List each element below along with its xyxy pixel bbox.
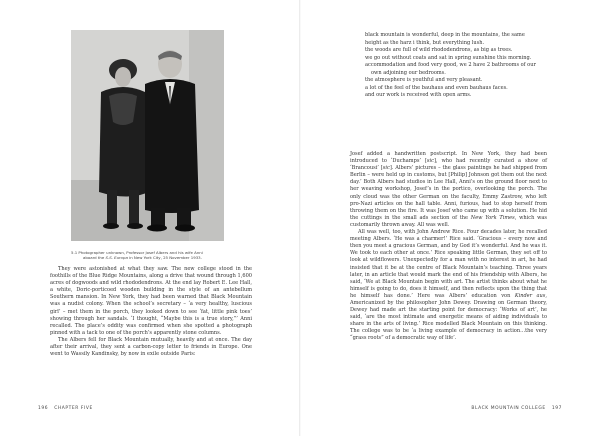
text-run: ]. Albers’ pictures – the glass paintings he had shipped from Berlin – were held up in customs, but [Philip] Johnson got them out the next day.’ Both Albers had studios in Lee Hall, Anni’s on the ground floor next to her weaving workshop, Josef’s in the portico, overlooking the porch. The only cloud was the other German on the faculty, Emmy Zastrow, who left pro-Nazi articles on the hall table. Anni, furious, had to stop herself from throwing them on the fire. It was Josef who came up with a solution. He hid the cuttings in the small ads section of the [350,165,547,221]
running-head: CHAPTER FIVE [54,406,93,411]
running-head: BLACK MOUNTAIN COLLEGE [471,406,546,411]
right-page-body [350,151,547,343]
caption-line-2-suffix: in New York City, 25 November 1933. [127,255,202,261]
quote-line: height as the harz i think, but everything lush. [365,39,485,46]
right-folio [471,406,562,411]
text-run: All was well, too, with John Andrew Rice. Four decades later, he recalled meeting Albers. ‘He was a charmer!’ Rice said. ‘Gracious – every now and then you meet a gracious German, and by God it’s wonderful. And he was it. We took to each other at once.’ Rice speaking little German, they set off to look at wildflowers. Unexpectedly for a man with no interest in art, he had insisted that it be at the centre of Black Mountain’s teaching. Three years later, in an article that would mark the end of his friendship with Albers, he said, ‘We at Black Mountain begin with art. The artist thinks about what he himself is going to do, does it himself, and then reflects upon the thing that he himself has done.’ Here was Albers’ education von [350,229,547,299]
body-paragraph: The Albers fell for Black Mountain mutually, heavily and at once. The day after their arrival, they sent a carbon-copy letter to friends in Europe. One went to Wassily Kandinsky, by now in exile outside Paris: [50,336,252,358]
italic-sic: sic [426,158,434,165]
italic-term: Kinder aus [514,292,546,299]
text-run: , Americanized by the philosopher John Dewey. Drawing on German theory, Dewey had made art the starting point for democracy: ‘Works of art’, he said, ‘are the most intimate and energetic means of aiding individuals to share in the arts of living.’ Rice modelled Black Mountain on this thinking. The college was to be ‘a living example of democracy in action…the very “grass roots” of a democratic way of life’. [350,292,547,342]
left-folio [38,406,93,411]
letter-quotation [365,32,555,100]
quote-line: and our work is received with open arms. [365,92,472,99]
text-run: Josef added a handwritten postscript. In New York, they had been introduced to ‘Duchamps’ [ [350,151,547,165]
body-paragraph [350,151,547,229]
text-run: , which was customarily thrown away. All was well. [350,214,547,228]
italic-newspaper-title: New York Times [470,214,515,221]
photo-caption [71,250,241,261]
quote-line: the woods are full of wild rhododendrons, as big as trees. [365,47,513,54]
caption-line-2 [71,255,241,260]
body-paragraph: They were astonished at what they saw. The new college stood in the foothills of the Blue Ridge Mountains, along a drive that wound through 1,600 acres of dogwoods and wild rhododendrons. At the end lay Robert E. Lee Hall, a white, Doric-porticoed wooden building in the style of an antebellum Southern mansion. In New York, they had been warned that Black Mountain was a nudist colony. When the school’s secretary – ‘a very healthy, luscious girl’ – met them in the porch, they looked down to see ‘fat, little pink toes’ showing through her sandals. ‘I thought, “Maybe this is a true story,”’ Anni recalled. The place’s oddity was confirmed when she spotted a photograph pinned with a tack to one of the porch’s apparently stone columns. [50,266,252,336]
italic-sic: sic [382,165,390,172]
quote-line: a lot of the feel of the bauhaus and even bauhaus faces. [365,84,508,91]
page-number: 196 [38,406,49,411]
text-run: ], who had recently curated a show of ‘Brancousi’ [ [350,158,547,172]
quote-line: the atmosphere is youthful and very pleasant. [365,77,483,84]
caption-line-1: 5.1 Photographer unknown, Professor Josef Albers and his wife Anni [71,250,203,255]
photo-figures [71,30,224,241]
quote-line: black mountain is wonderful, deep in the mountains, the same [365,32,525,38]
quote-line: accommodation and food very good, we 2 have 2 bathrooms of our [365,62,536,69]
quote-line: we go out without coats and sat in spring sunshine this morning. [365,54,532,61]
gutter-shadow [299,0,301,436]
quote-line: own adjoining our bedrooms. [371,69,446,76]
caption-line-2-prefix: aboard the [83,255,106,261]
body-paragraph [350,229,547,343]
albers-photograph [71,30,224,241]
left-page-body [50,266,252,358]
page-number: 197 [551,406,562,411]
caption-ship-name: S.S. Europa [105,255,128,261]
